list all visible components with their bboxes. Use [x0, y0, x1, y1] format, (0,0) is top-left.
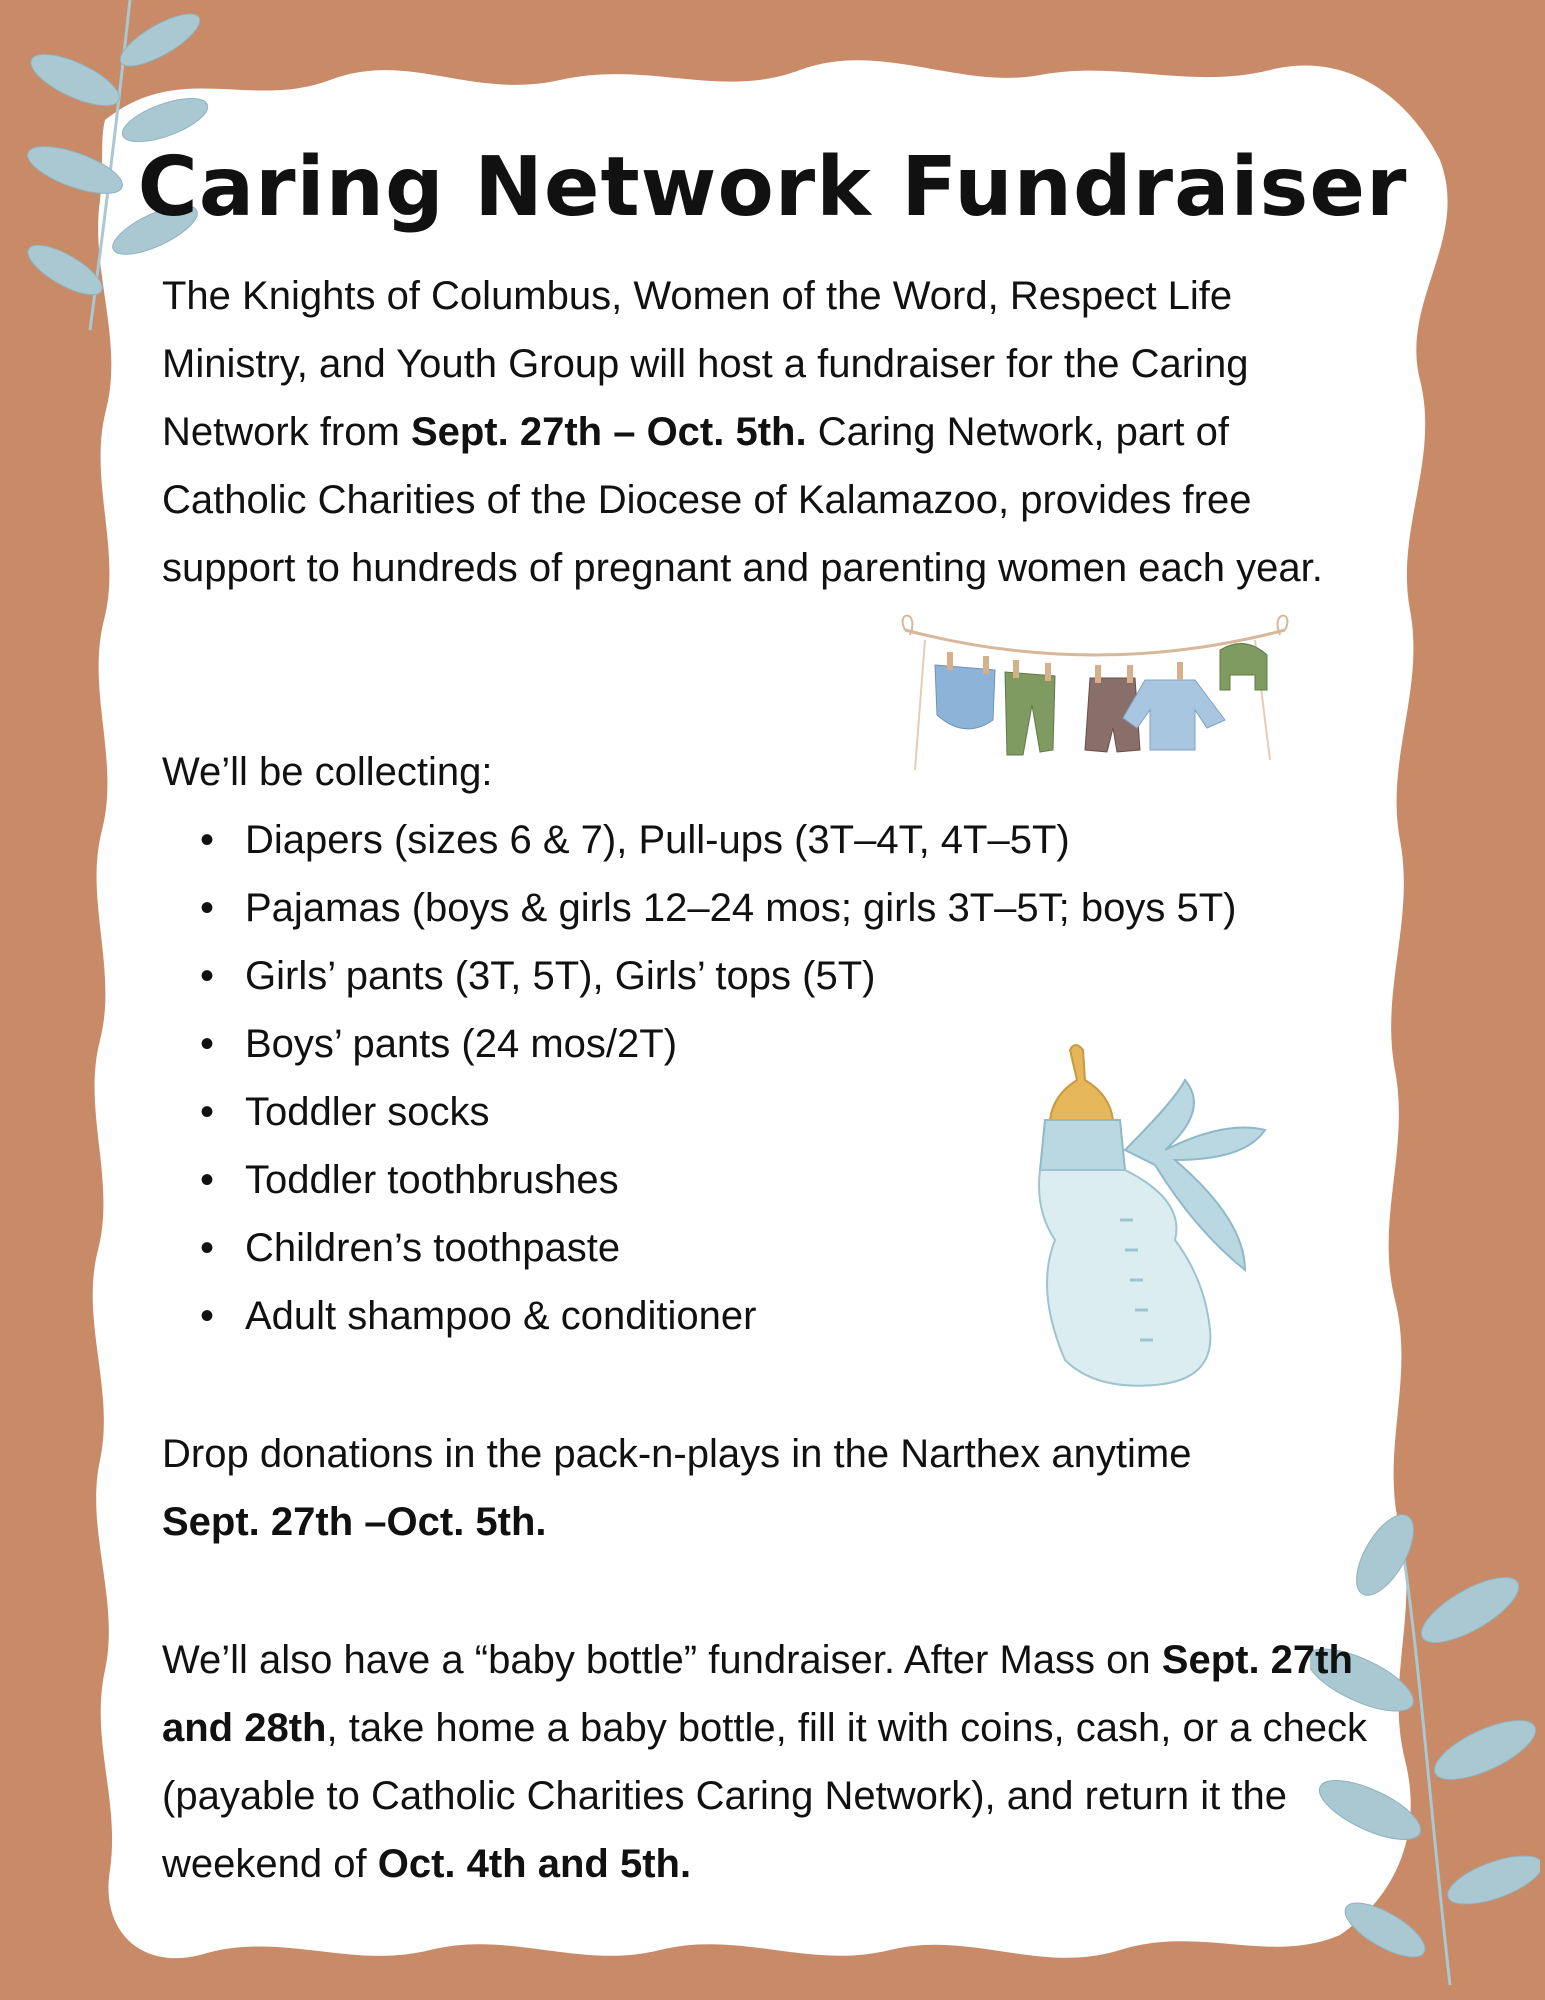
- collecting-heading: We’ll be collecting:: [162, 750, 493, 794]
- dropoff-text: Drop donations in the pack-n-plays in the Narthex anytime: [162, 1432, 1192, 1476]
- bottle-text-2: , take home a baby bottle, fill it with coins, cash, or a check (payable to Catholic Charities Caring Network), and return it the weekend of: [162, 1706, 1367, 1886]
- dropoff-paragraph: [162, 1420, 1377, 1556]
- bottle-fundraiser-paragraph: [162, 1626, 1377, 1898]
- intro-paragraph: [162, 262, 1377, 602]
- intro-dates: Sept. 27th – Oct. 5th.: [410, 410, 807, 454]
- list-item: • Toddler socks: [200, 1078, 1237, 1146]
- list-item: • Pajamas (boys & girls 12–24 mos; girls 3T–5T; boys 5T): [200, 874, 1237, 942]
- list-item: • Girls’ pants (3T, 5T), Girls’ tops (5T): [200, 942, 1237, 1010]
- list-item: • Children’s toothpaste: [200, 1214, 1237, 1282]
- dropoff-dates: Sept. 27th –Oct. 5th.: [162, 1500, 547, 1544]
- list-item: • Boys’ pants (24 mos/2T): [200, 1010, 1237, 1078]
- bottle-dates-1: Sept. 27th and 28th: [162, 1638, 1353, 1750]
- list-item: • Adult shampoo & conditioner: [200, 1282, 1237, 1350]
- page-title: Caring Network Fundraiser: [137, 140, 1408, 235]
- intro-text-1: The Knights of Columbus, Women of the Word, Respect Life Ministry, and Youth Group will host a fundraiser for the Caring Network from: [162, 274, 1249, 454]
- list-item: • Diapers (sizes 6 & 7), Pull-ups (3T–4T, 4T–5T): [200, 806, 1237, 874]
- list-item: • Toddler toothbrushes: [200, 1146, 1237, 1214]
- bottle-dates-2: Oct. 4th and 5th.: [377, 1842, 692, 1886]
- bottle-text-1: We’ll also have a “baby bottle” fundraiser. After Mass on: [162, 1638, 1162, 1682]
- collection-list: [200, 806, 1237, 1350]
- intro-text-2: Caring Network, part of Catholic Charities of the Diocese of Kalamazoo, provides free support to hundreds of pregnant and parenting women each year.: [162, 410, 1323, 590]
